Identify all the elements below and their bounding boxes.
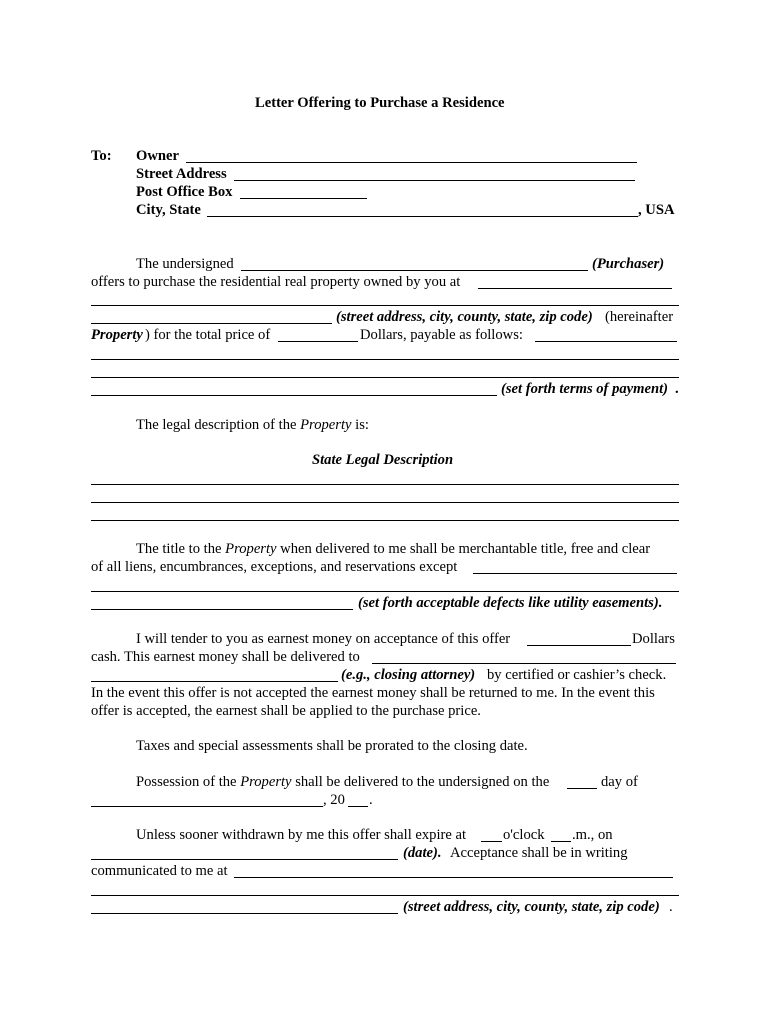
day-of-text: day of (601, 774, 638, 790)
terms-period: . (675, 381, 679, 397)
earnest-money-line1: I will tender to you as earnest money on acceptance of this offer (136, 631, 511, 647)
legal-description-text (136, 418, 369, 433)
payment-terms-blank-3[interactable] (91, 377, 679, 378)
title-pre: The title to the (136, 541, 222, 557)
possession-pre: Possession of the (136, 774, 237, 790)
check-text: by certified or cashier’s check. (487, 667, 667, 683)
legal-description-blank-2[interactable] (91, 502, 679, 503)
purchaser-name-blank[interactable] (241, 270, 588, 271)
total-price-text: ) for the total price of (145, 327, 271, 343)
property-term: Property (300, 417, 352, 433)
possession-mid: shall be delivered to the undersigned on the (295, 774, 550, 790)
possession-year-blank[interactable] (348, 806, 368, 807)
dollars-payable-text: Dollars, payable as follows: (360, 327, 523, 343)
date-hint: (date). (403, 845, 442, 861)
post-office-box-label: Post Office Box (136, 184, 233, 200)
hereinafter-text: (hereinafter (605, 309, 674, 325)
payment-terms-blank-2[interactable] (91, 359, 679, 360)
document-title: Letter Offering to Purchase a Residence (255, 95, 505, 111)
closing-attorney-hint: (e.g., closing attorney) (341, 667, 476, 683)
payment-terms-blank-1[interactable] (535, 341, 677, 342)
legal-description-blank-3[interactable] (91, 520, 679, 521)
street-address-blank[interactable] (234, 180, 635, 181)
exceptions-blank-1[interactable] (473, 573, 677, 574)
earnest-recipient-blank-2[interactable] (91, 681, 338, 682)
earnest-recipient-blank-1[interactable] (372, 663, 676, 664)
property-term: Property (240, 774, 292, 790)
oclock-text: o'clock (503, 827, 545, 843)
post-office-box-blank[interactable] (240, 198, 367, 199)
earnest-amount-blank[interactable] (527, 645, 631, 646)
legal-post: is: (355, 417, 369, 433)
final-period: . (669, 899, 673, 915)
expiry-hour-blank[interactable] (481, 841, 502, 842)
dollars-text: Dollars (632, 631, 675, 647)
possession-day-blank[interactable] (567, 788, 597, 789)
communication-address-blank-1[interactable] (234, 877, 673, 878)
legal-description-blank-1[interactable] (91, 484, 679, 485)
defects-hint: (set forth acceptable defects like utility easements). (358, 595, 663, 611)
legal-description-heading: State Legal Description (312, 452, 454, 468)
undersigned-text: The undersigned (136, 256, 234, 272)
title-post: when delivered to me shall be merchantable title, free and clear (280, 541, 651, 557)
title-paragraph-line2: of all liens, encumbrances, exceptions, and reservations except (91, 559, 458, 575)
terms-hint: (set forth terms of payment) (501, 381, 669, 397)
owner-label: Owner (136, 148, 179, 164)
property-location-blank-1[interactable] (478, 288, 672, 289)
exceptions-blank-2[interactable] (91, 591, 679, 592)
city-state-blank[interactable] (207, 216, 638, 217)
communication-address-blank-3[interactable] (91, 913, 398, 914)
payment-terms-blank-4[interactable] (91, 395, 497, 396)
earnest-money-line5: offer is accepted, the earnest shall be applied to the purchase price. (91, 703, 481, 719)
owner-blank[interactable] (186, 162, 637, 163)
property-term: Property (91, 327, 143, 343)
property-location-blank-2[interactable] (91, 305, 679, 306)
expiry-ampm-blank[interactable] (551, 841, 571, 842)
property-location-blank-3[interactable] (91, 323, 332, 324)
street-address-hint: (street address, city, county, state, zip code) (336, 309, 593, 325)
expiry-date-blank[interactable] (91, 859, 398, 860)
year-prefix: , 20 (323, 792, 345, 808)
city-state-label: City, State (136, 202, 201, 218)
street-address-label: Street Address (136, 166, 227, 182)
exceptions-blank-3[interactable] (91, 609, 353, 610)
communication-address-hint: (street address, city, county, state, zip code) (403, 899, 660, 915)
earnest-money-line4: In the event this offer is not accepted the earnest money shall be returned to me. In the event this (91, 685, 655, 701)
offers-text: offers to purchase the residential real property owned by you at (91, 274, 461, 290)
acceptance-text: Acceptance shall be in writing (450, 845, 628, 861)
m-on-text: .m., on (572, 827, 613, 843)
to-label: To: (91, 148, 112, 164)
property-term: Property (225, 541, 277, 557)
taxes-text: Taxes and special assessments shall be prorated to the closing date. (136, 738, 528, 754)
communication-address-blank-2[interactable] (91, 895, 679, 896)
total-price-blank[interactable] (278, 341, 358, 342)
possession-line1 (136, 775, 549, 790)
purchaser-label: (Purchaser) (592, 256, 665, 272)
earnest-money-line2: cash. This earnest money shall be delivered to (91, 649, 360, 665)
year-suffix: . (369, 792, 373, 808)
title-paragraph-line1 (136, 542, 650, 557)
country-label: , USA (638, 202, 675, 218)
legal-pre: The legal description of the (136, 417, 297, 433)
possession-month-blank[interactable] (91, 806, 323, 807)
expiry-line1: Unless sooner withdrawn by me this offer shall expire at (136, 827, 467, 843)
communicated-text: communicated to me at (91, 863, 228, 879)
